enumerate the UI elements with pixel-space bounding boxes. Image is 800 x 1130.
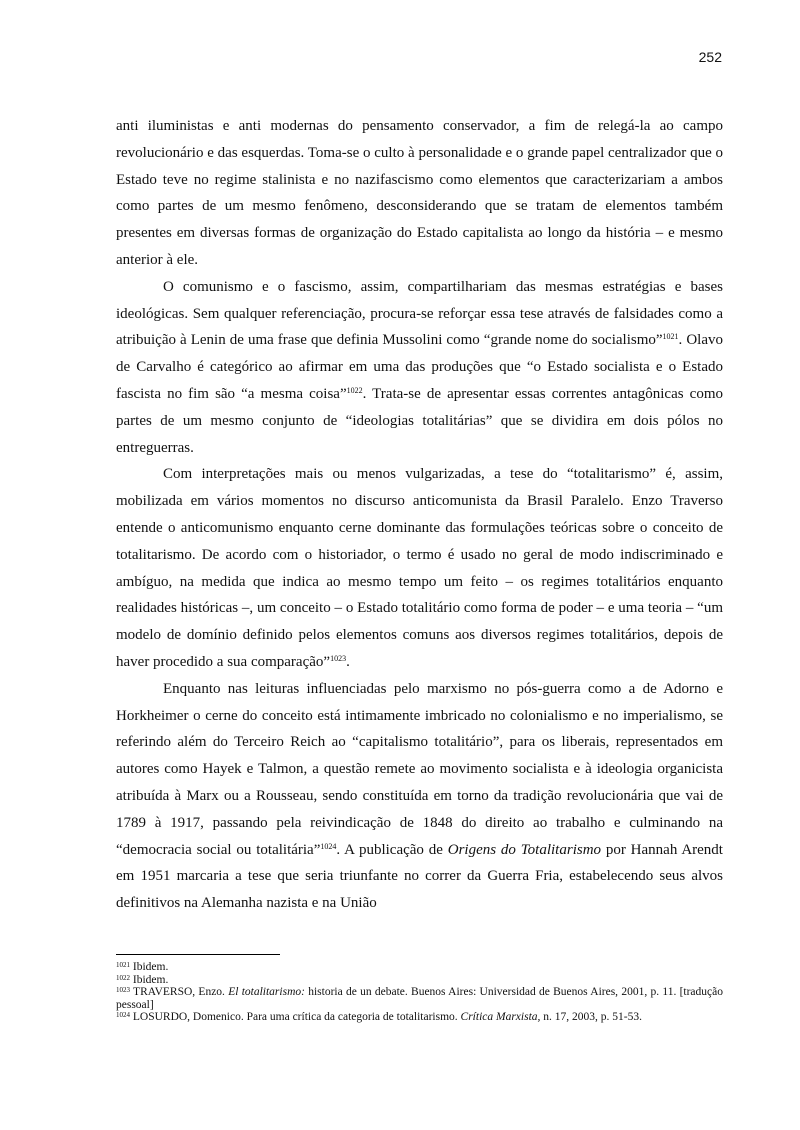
page-number: 252 [698, 49, 722, 65]
footnote-ref: 1024 [320, 841, 337, 851]
paragraph: O comunismo e o fascismo, assim, compartilhariam das mesmas estratégias e bases ideológicas. Sem qualquer referenciação, procura-se reforçar essa tese através de falsidades como a atribuição à Lenin de uma frase que definia Mussolini como “grande nome do socialismo”$^{1021}$. Olavo de Carvalho é categórico ao afirmar em uma das produções que “o Estado socialista e o Estado fascista no fim são “a mesma coisa”$^{1022}$. Trata-se de apresentar essas correntes antagônicas como partes de um mesmo conjunto de “ideologias totalitárias” que se dividira em dois pólos no entreguerras. [116, 278, 723, 456]
footnote-separator [116, 954, 280, 955]
paragraph: Com interpretações mais ou menos vulgarizadas, a tese do “totalitarismo” é, assim, mobilizada em vários momentos no discurso anticomunista da Brasil Paralelo. Enzo Traverso entende o anticomunismo enquanto cerne dominante das formulações teóricas sobre o conceito de totalitarismo. De acordo com o historiador, o termo é usado no geral de modo indiscriminado e ambíguo, na medida que indica ao mesmo tempo um feito – os regimes totalitários enquanto realidades históricas –, um conceito – o Estado totalitário como forma de poder – e uma teoria – “um modelo de domínio definido pelos elementos comuns aos diversos regimes totalitários, depois de haver procedido a sua comparação”$^{1023}$. [116, 466, 723, 670]
footnote: $^{1021}$ Ibidem. [116, 961, 169, 973]
footnote: $^{1023}$ TRAVERSO, Enzo. El totalitarismo: historia de un debate. Buenos Aires: Universidad de Buenos Aires, 2001, p. 11. [tradução pessoal] [116, 986, 723, 1011]
body-text [116, 113, 723, 917]
footnote-ref: 1022 [346, 385, 363, 395]
footnote: $^{1024}$ LOSURDO, Domenico. Para uma crítica da categoria de totalitarismo. Crítica Marxista, n. 17, 2003, p. 51-53. [116, 1011, 642, 1023]
paragraph: Enquanto nas leituras influenciadas pelo marxismo no pós-guerra como a de Adorno e Horkheimer o cerne do conceito está intimamente imbricado no colonialismo e no imperialismo, se referindo além do Terceiro Reich ao “capitalismo totalitário”, para os liberais, representados em autores como Hayek e Talmon, a questão remete ao movimento socialista e à ideologia organicista atribuída à Marx ou a Rousseau, sendo constituída em torno da tradição revolucionária que vai de 1789 à 1917, passando pela reivindicação de 1848 do direito ao trabalho e culminando na “democracia social ou totalitária”$^{1024}$. A publicação de Origens do Totalitarismo por Hannah Arendt em 1951 marcaria a tese que seria triunfante no correr da Guerra Fria, estabelecendo seus alvos definitivos na Alemanha nazista e na União [116, 680, 723, 912]
footnote: $^{1022}$ Ibidem. [116, 973, 169, 986]
footnote-ref: 1023 [330, 653, 347, 663]
book-title: Origens do Totalitarismo [447, 841, 602, 858]
paragraph: anti iluministas e anti modernas do pensamento conservador, a fim de relegá-la ao campo revolucionário e das esquerdas. Toma-se o culto à personalidade e o grande papel centralizador que o Estado teve no regime stalinista e no nazifascismo como elementos que caracterizariam a ambos como partes de um mesmo fenômeno, desconsiderando que se tratam de elementos também presentes em diversas formas de organização do Estado capitalista ao longo da história – e mesmo anterior à ele. [116, 118, 723, 268]
footnotes [116, 961, 723, 1024]
footnote-ref: 1021 [662, 332, 679, 342]
